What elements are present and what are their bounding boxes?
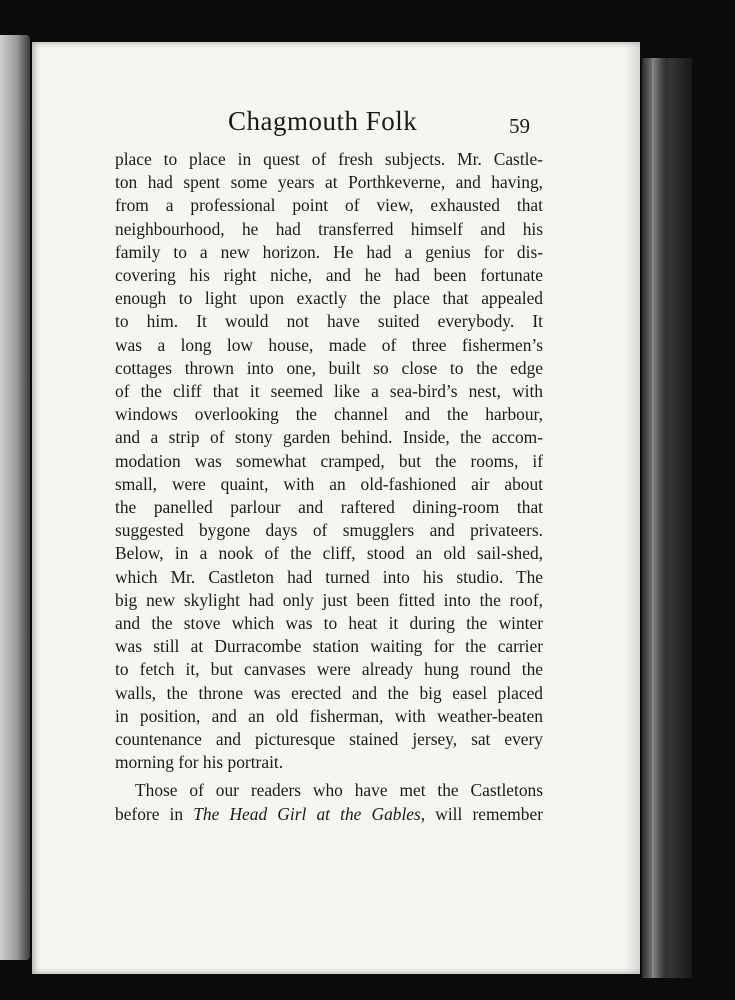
text-line: to fetch it, but canvases were already hung round the	[115, 659, 543, 680]
running-title: Chagmouth Folk	[228, 106, 418, 136]
text-line: place to place in quest of fresh subjects. Mr. Castle-	[115, 149, 543, 169]
paragraph-2	[115, 779, 543, 825]
text-line: enough to light upon exactly the place that appealed	[115, 288, 543, 309]
body-text	[115, 148, 543, 826]
book-page	[32, 42, 640, 974]
book-title-italic: The Head Girl at the Gables	[193, 803, 421, 824]
text-line: in position, and an old fisherman, with weather-beaten	[115, 705, 543, 726]
text-line: neighbourhood, he had transferred himself and his	[115, 218, 543, 239]
text-line: was still at Durracombe station waiting for the carrier	[115, 636, 543, 657]
page-number: 59	[509, 114, 530, 138]
text-line: of the cliff that it seemed like a sea-bird’s nest, with	[115, 381, 543, 402]
text-line: big new skylight had only just been fitted into the roof,	[115, 589, 543, 610]
text-line: Those of our readers who have met the Castletons	[135, 780, 543, 801]
text-line: walls, the throne was erected and the big easel placed	[115, 682, 543, 703]
text-line: ton had spent some years at Porthkeverne, and having,	[115, 172, 543, 193]
facing-page-edge	[0, 35, 30, 960]
text-line: countenance and picturesque stained jersey, sat every	[115, 729, 543, 750]
text-line: cottages thrown into one, built so close to the edge	[115, 357, 543, 378]
text-line: covering his right niche, and he had been fortunate	[115, 265, 543, 286]
text-line: morning for his portrait.	[115, 752, 284, 773]
text-line: which Mr. Castleton had turned into his studio. The	[115, 566, 543, 587]
text-line: windows overlooking the channel and the harbour,	[115, 404, 543, 425]
text-line: modation was somewhat cramped, but the rooms, if	[115, 450, 543, 471]
text-run: before in	[115, 803, 194, 824]
text-run: , will remember	[420, 803, 543, 824]
text-line: family to a new horizon. He had a genius for dis-	[115, 241, 543, 262]
text-line: and a strip of stony garden behind. Inside, the accom-	[115, 427, 543, 448]
text-line: the panelled parlour and raftered dining-room that	[115, 497, 543, 518]
text-line: from a professional point of view, exhausted that	[115, 195, 543, 216]
text-line: and the stove which was to heat it during the winter	[115, 613, 543, 634]
text-line: was a long low house, made of three fishermen’s	[115, 334, 543, 355]
text-line: Below, in a nook of the cliff, stood an old sail-shed,	[115, 543, 543, 564]
text-line: to him. It would not have suited everybody. It	[115, 311, 543, 332]
page-header	[32, 106, 640, 146]
text-line	[115, 803, 543, 826]
text-line: suggested bygone days of smugglers and privateers.	[115, 520, 543, 541]
book-binding	[642, 58, 692, 978]
paragraph-1	[115, 148, 543, 774]
text-line: small, were quaint, with an old-fashioned air about	[115, 473, 543, 494]
